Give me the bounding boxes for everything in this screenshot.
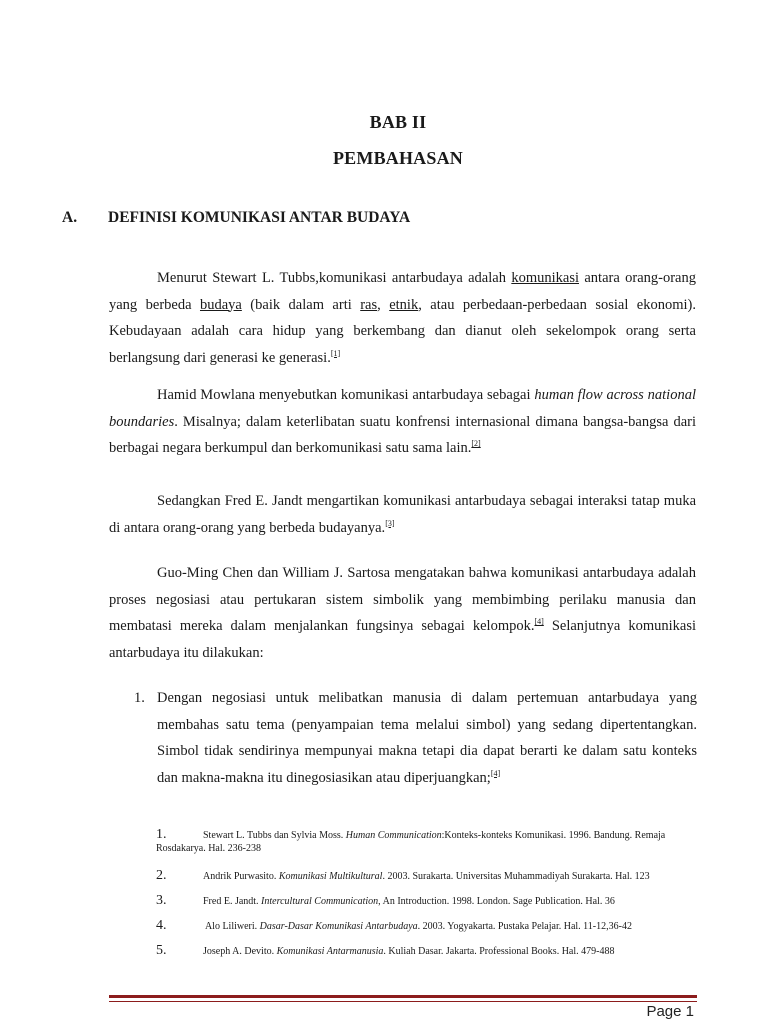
footnote-text: :Konteks-konteks Komunikasi. 1996. Bandung. Remaja Rosdakarya. Hal. 236-238 bbox=[156, 830, 666, 854]
footnote-title: Komunikasi Multikultural bbox=[278, 871, 383, 882]
footnote-ref-4[interactable]: [4] bbox=[534, 617, 544, 627]
footnote-text: . 2003. Yogyakarta. Pustaka Pelajar. Hal. 11-12,36-42 bbox=[417, 921, 632, 932]
footnote-ref-2[interactable]: [2] bbox=[471, 439, 481, 449]
footnote-text: Andrik Purwasito. bbox=[203, 871, 279, 882]
list-item-number: 1. bbox=[134, 690, 145, 706]
link-ras[interactable]: ras bbox=[360, 296, 378, 313]
paragraph-tubbs bbox=[109, 265, 696, 371]
link-komunikasi[interactable]: komunikasi bbox=[511, 270, 579, 286]
link-etnik[interactable]: etnik bbox=[389, 296, 419, 313]
footnote-title: Komunikasi Antarmanusia bbox=[276, 946, 384, 957]
footnote-text: . 2003. Surakarta. Universitas Muhammadiyah Surakarta. Hal. 123 bbox=[382, 871, 650, 882]
footnote-number: 2. bbox=[156, 868, 167, 883]
chapter-title: BAB II bbox=[369, 112, 427, 132]
footnote-number: 3. bbox=[156, 893, 167, 908]
footnote-text: . Kuliah Dasar. Jakarta. Professional Books. Hal. 479-488 bbox=[383, 946, 615, 957]
list-item-body: Dengan negosiasi untuk melibatkan manusia di dalam pertemuan antarbudaya yang membahas satu tema (penyampaian tema melalui simbol) yang sedang dipertentangkan. Simbol tidak sendirinya mempunyai makna tetapi dia dapat berarti ke dalam satu konteks dan makna-makna itu dinegosiasikan atau diperjuangkan; bbox=[157, 690, 697, 786]
paragraph-mowlana bbox=[109, 382, 696, 462]
footer-rule-thin bbox=[109, 1001, 697, 1002]
paragraph-text: Selanjutnya komunikasi antarbudaya itu dilakukan: bbox=[109, 618, 696, 661]
page-number: Page 1 bbox=[646, 1003, 694, 1020]
footnote-text: , An Introduction. 1998. London. Sage Publication. Hal. 36 bbox=[378, 896, 615, 907]
section-heading bbox=[62, 209, 410, 227]
footnote-ref-4b[interactable]: [4] bbox=[490, 768, 501, 778]
list-item bbox=[134, 685, 697, 791]
footnotes bbox=[156, 828, 698, 958]
footnote-title: Dasar-Dasar Komunikasi Antarbudaya bbox=[259, 921, 418, 932]
footnote-text: Alo Liliweri. bbox=[203, 921, 260, 932]
paragraph-text: , atau perbedaan-perbedaan sosial ekonomi). Kebudayaan adalah cara hidup yang berkembang dan dianut oleh sekelompok orang serta berlangsung dari generasi ke generasi. bbox=[109, 296, 696, 366]
paragraph-text: . Misalnya; dalam keterlibatan suatu konfrensi internasional dimana bangsa-bangsa dari berbagai negara berkumpul dan berkomunikasi satu sama lain. bbox=[109, 413, 696, 456]
section-title: DEFINISI KOMUNIKASI ANTAR BUDAYA bbox=[108, 209, 411, 226]
footer-rule-thick bbox=[109, 995, 697, 998]
paragraph-text: , bbox=[377, 296, 390, 313]
paragraph-chen bbox=[109, 560, 696, 666]
footnote-4 bbox=[156, 919, 698, 933]
footnote-number: 5. bbox=[156, 943, 167, 958]
footnote-5 bbox=[156, 944, 698, 958]
footnote-number: 1. bbox=[156, 827, 167, 842]
footnote-number: 4. bbox=[156, 918, 167, 933]
paragraph-italic-phrase: human flow across national boundaries bbox=[109, 387, 696, 430]
footnote-2 bbox=[156, 869, 698, 883]
paragraph-jandt bbox=[109, 488, 696, 541]
paragraph-text: Sedangkan Fred E. Jandt mengartikan komunikasi antarbudaya sebagai interaksi tatap muka di antara orang-orang yang berbeda budayanya. bbox=[109, 493, 696, 536]
footnote-ref-1[interactable]: [1] bbox=[330, 348, 341, 358]
paragraph-text: (baik dalam arti bbox=[241, 296, 361, 313]
footnote-title: Intercultural Communication bbox=[261, 896, 379, 907]
footnote-1 bbox=[156, 828, 698, 855]
paragraph-text: Hamid Mowlana menyebutkan komunikasi antarbudaya sebagai bbox=[157, 387, 535, 403]
list-item-text bbox=[157, 685, 697, 791]
paragraph-text: Guo-Ming Chen dan William J. Sartosa mengatakan bahwa komunikasi antarbudaya adalah proses negosiasi atau pertukaran sistem simbolik yang membimbing perilaku manusia dan membatasi mereka dalam menjalankan fungsinya sebagai kelompok. bbox=[109, 565, 696, 634]
chapter-subtitle: PEMBAHASAN bbox=[332, 148, 463, 168]
footnote-ref-3[interactable]: [3] bbox=[385, 518, 395, 528]
footnote-title: Human Communication bbox=[345, 830, 442, 841]
section-number: A. bbox=[62, 209, 78, 226]
footnote-text: Joseph A. Devito. bbox=[203, 946, 277, 957]
footnote-text: Fred E. Jandt. bbox=[203, 896, 262, 907]
paragraph-text: Menurut Stewart L. Tubbs,komunikasi antarbudaya adalah bbox=[157, 270, 512, 286]
footnote-3 bbox=[156, 894, 698, 908]
paragraph-text: antara orang-orang yang berbeda bbox=[109, 270, 696, 313]
link-budaya[interactable]: budaya bbox=[199, 296, 242, 313]
footnote-text: Stewart L. Tubbs dan Sylvia Moss. bbox=[203, 830, 346, 841]
